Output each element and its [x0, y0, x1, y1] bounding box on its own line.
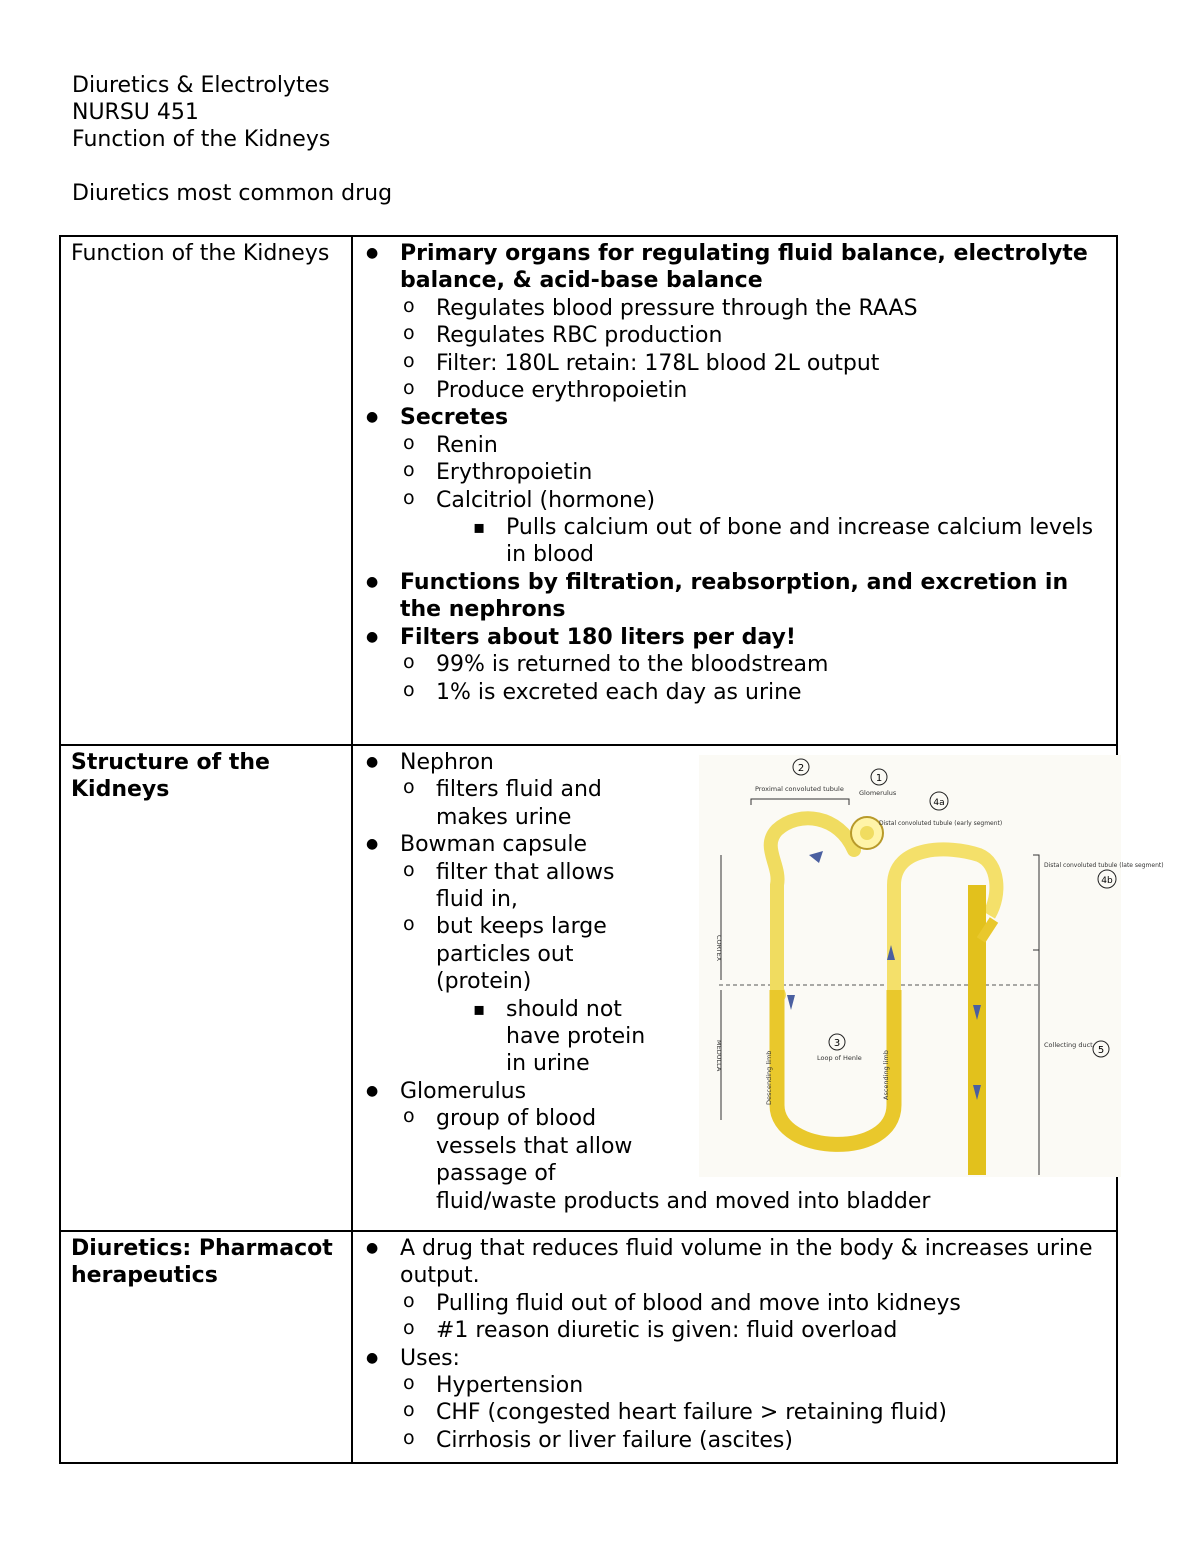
label-medulla: MEDULLA [715, 1040, 723, 1072]
list-item: o Cirrhosis or liver failure (ascites) [363, 1427, 1106, 1454]
list-item: ● Primary organs for regulating fluid balance, electrolyte balance, & acid-base balance [363, 240, 1106, 295]
marker-4a: 4a [933, 798, 945, 808]
list-item: o filters fluid and makes urine [363, 776, 636, 831]
label-loop: Loop of Henle [817, 1054, 862, 1062]
row-content-diuretics [352, 1231, 1117, 1463]
row-content-function [352, 236, 1117, 745]
document-header [72, 72, 392, 207]
list-item: o Produce erythropoietin [363, 377, 1106, 404]
list-item: o Erythropoietin [363, 459, 1106, 486]
label-distal-late: Distal convoluted tubule (late segment) [1044, 862, 1164, 869]
course-title: Diuretics & Electrolytes [72, 73, 330, 98]
list-item: o Calcitriol (hormone) [363, 487, 1106, 514]
list-item: ● A drug that reduces fluid volume in the body & increases urine output. [363, 1235, 1106, 1290]
row-label-function: Function of the Kidneys [60, 236, 352, 745]
list-item: ● Functions by filtration, reabsorption, and excretion in the nephrons [363, 569, 1106, 624]
list-item: o Pulling fluid out of blood and move into kidneys [363, 1290, 1106, 1317]
list-item: ● Filters about 180 liters per day! [363, 624, 1106, 651]
label-collecting: Collecting duct [1044, 1041, 1093, 1049]
row-label-diuretics: Diuretics: Pharmacotherapeutics [60, 1231, 352, 1463]
notes-table [59, 235, 1164, 1464]
nephron-diagram [699, 755, 1164, 1177]
topic-title: Function of the Kidneys [72, 127, 331, 152]
marker-5: 5 [1097, 1045, 1105, 1056]
list-item: o but keeps large particles out (protein) [363, 913, 636, 995]
list-item: o Renin [363, 432, 1106, 459]
marker-3: 3 [833, 1038, 841, 1049]
list-item: o CHF (congested heart failure > retaining fluid) [363, 1399, 1106, 1426]
marker-2: 2 [797, 763, 805, 774]
list-item: o Regulates blood pressure through the RAAS [363, 295, 1106, 322]
intro-line: Diuretics most common drug [72, 181, 393, 206]
list-item: ● Glomerulus [363, 1078, 663, 1105]
list-item: ▪ Pulls calcium out of bone and increase calcium levels in blood [363, 514, 1106, 569]
list-item: o Hypertension [363, 1372, 1106, 1399]
label-glomerulus: Glomerulus [859, 789, 897, 797]
list-item: ● Nephron [363, 749, 663, 776]
glomerulus-desc-b: fluid/waste products and moved into bladder [436, 1188, 931, 1214]
list-item: o filter that allows fluid in, [363, 859, 636, 914]
label-descending: Descending limb [765, 1050, 773, 1105]
label-proximal: Proximal convoluted tubule [755, 785, 844, 793]
list-item: o Filter: 180L retain: 178L blood 2L output [363, 350, 1106, 377]
list-item: o 1% is excreted each day as urine [363, 679, 1106, 706]
table-row [60, 236, 1117, 745]
list-item: ● Uses: [363, 1345, 1106, 1372]
course-code: NURSU 451 [72, 100, 199, 125]
list-item: ▪ should not have protein in urine [363, 996, 666, 1078]
list-item: o 99% is returned to the bloodstream [363, 651, 1106, 678]
bullet-list [363, 1235, 1106, 1454]
table-row [60, 1231, 1117, 1463]
list-item: o #1 reason diuretic is given: fluid overload [363, 1317, 1106, 1344]
list-item: ● Secretes [363, 404, 1106, 431]
glomerulus-desc-a: o group of blood vessels that allow passage of [436, 1106, 633, 1187]
label-distal-early: Distal convoluted tubule (early segment) [879, 820, 1003, 827]
row-content-structure [352, 745, 1164, 1231]
marker-1: 1 [875, 773, 883, 784]
table-row [60, 745, 1117, 1231]
label-cortex: CORTEX [715, 935, 723, 962]
marker-4b: 4b [1101, 876, 1113, 886]
list-item: o Regulates RBC production [363, 322, 1106, 349]
bullet-list [363, 240, 1106, 706]
list-item: ● Bowman capsule [363, 831, 663, 858]
row-label-structure: Structure of the Kidneys [60, 745, 352, 1231]
label-ascending: Ascending limb [882, 1050, 890, 1100]
